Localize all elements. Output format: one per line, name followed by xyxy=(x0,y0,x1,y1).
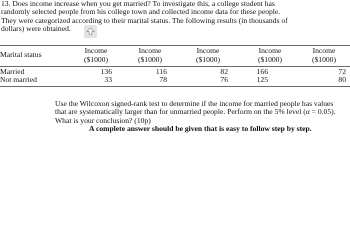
instruction-line: What is your conclusion? (10p) xyxy=(55,115,151,125)
table-cell: 33 xyxy=(104,75,112,84)
question-line: randomly selected people from his college town and collected income data for these people. xyxy=(1,7,281,17)
header-income-5: Income xyxy=(312,46,336,55)
table-cell: 82 xyxy=(220,67,228,76)
header-unit-3: ($1000) xyxy=(195,55,221,64)
header-income-2: Income xyxy=(138,46,162,55)
header-unit-1: ($1000) xyxy=(83,55,109,64)
upload-icon[interactable] xyxy=(84,25,97,38)
question-text xyxy=(1,0,349,33)
table-cell: 76 xyxy=(220,75,228,84)
table-cell: 78 xyxy=(159,75,167,84)
table-cell: 80 xyxy=(338,75,346,84)
table-header-rule xyxy=(0,66,350,67)
header-unit-4: ($1000) xyxy=(257,55,283,64)
table-bottom-rule xyxy=(0,86,350,87)
header-income-1: Income xyxy=(84,46,108,55)
question-line: 13. Does income increase when you get married? To investigate this, a college student has xyxy=(1,0,275,8)
instructions-text xyxy=(55,100,350,133)
question-line: dollars) were obtained. xyxy=(1,23,71,33)
header-income-3: Income xyxy=(196,46,220,55)
answer-note: A complete answer should be given that is easy to follow step by step. xyxy=(89,123,312,133)
table-cell: 116 xyxy=(155,67,167,76)
table-cell: 166 xyxy=(256,67,268,76)
header-unit-5: ($1000) xyxy=(311,55,337,64)
header-marital-status: Marital status xyxy=(0,50,42,59)
upload-arrow-glyph xyxy=(86,27,95,36)
row-label-married: Married xyxy=(0,67,25,76)
table-cell: 125 xyxy=(256,75,268,84)
row-label-not-married: Not married xyxy=(0,75,37,84)
instruction-line: that are systematically larger than for unmarried people. Perform on the 5% level (α = 0.05). xyxy=(55,107,336,117)
header-unit-2: ($1000) xyxy=(137,55,163,64)
question-line: They were categorized according to their marital status. The following results (in thousands of xyxy=(1,15,288,25)
table-cell: 136 xyxy=(100,67,112,76)
table-cell: 72 xyxy=(338,67,346,76)
instruction-line: Use the Wilcoxon signed-rank test to determine if the income for married people has values xyxy=(55,99,334,108)
table-top-rule xyxy=(0,45,350,46)
header-income-4: Income xyxy=(258,46,282,55)
